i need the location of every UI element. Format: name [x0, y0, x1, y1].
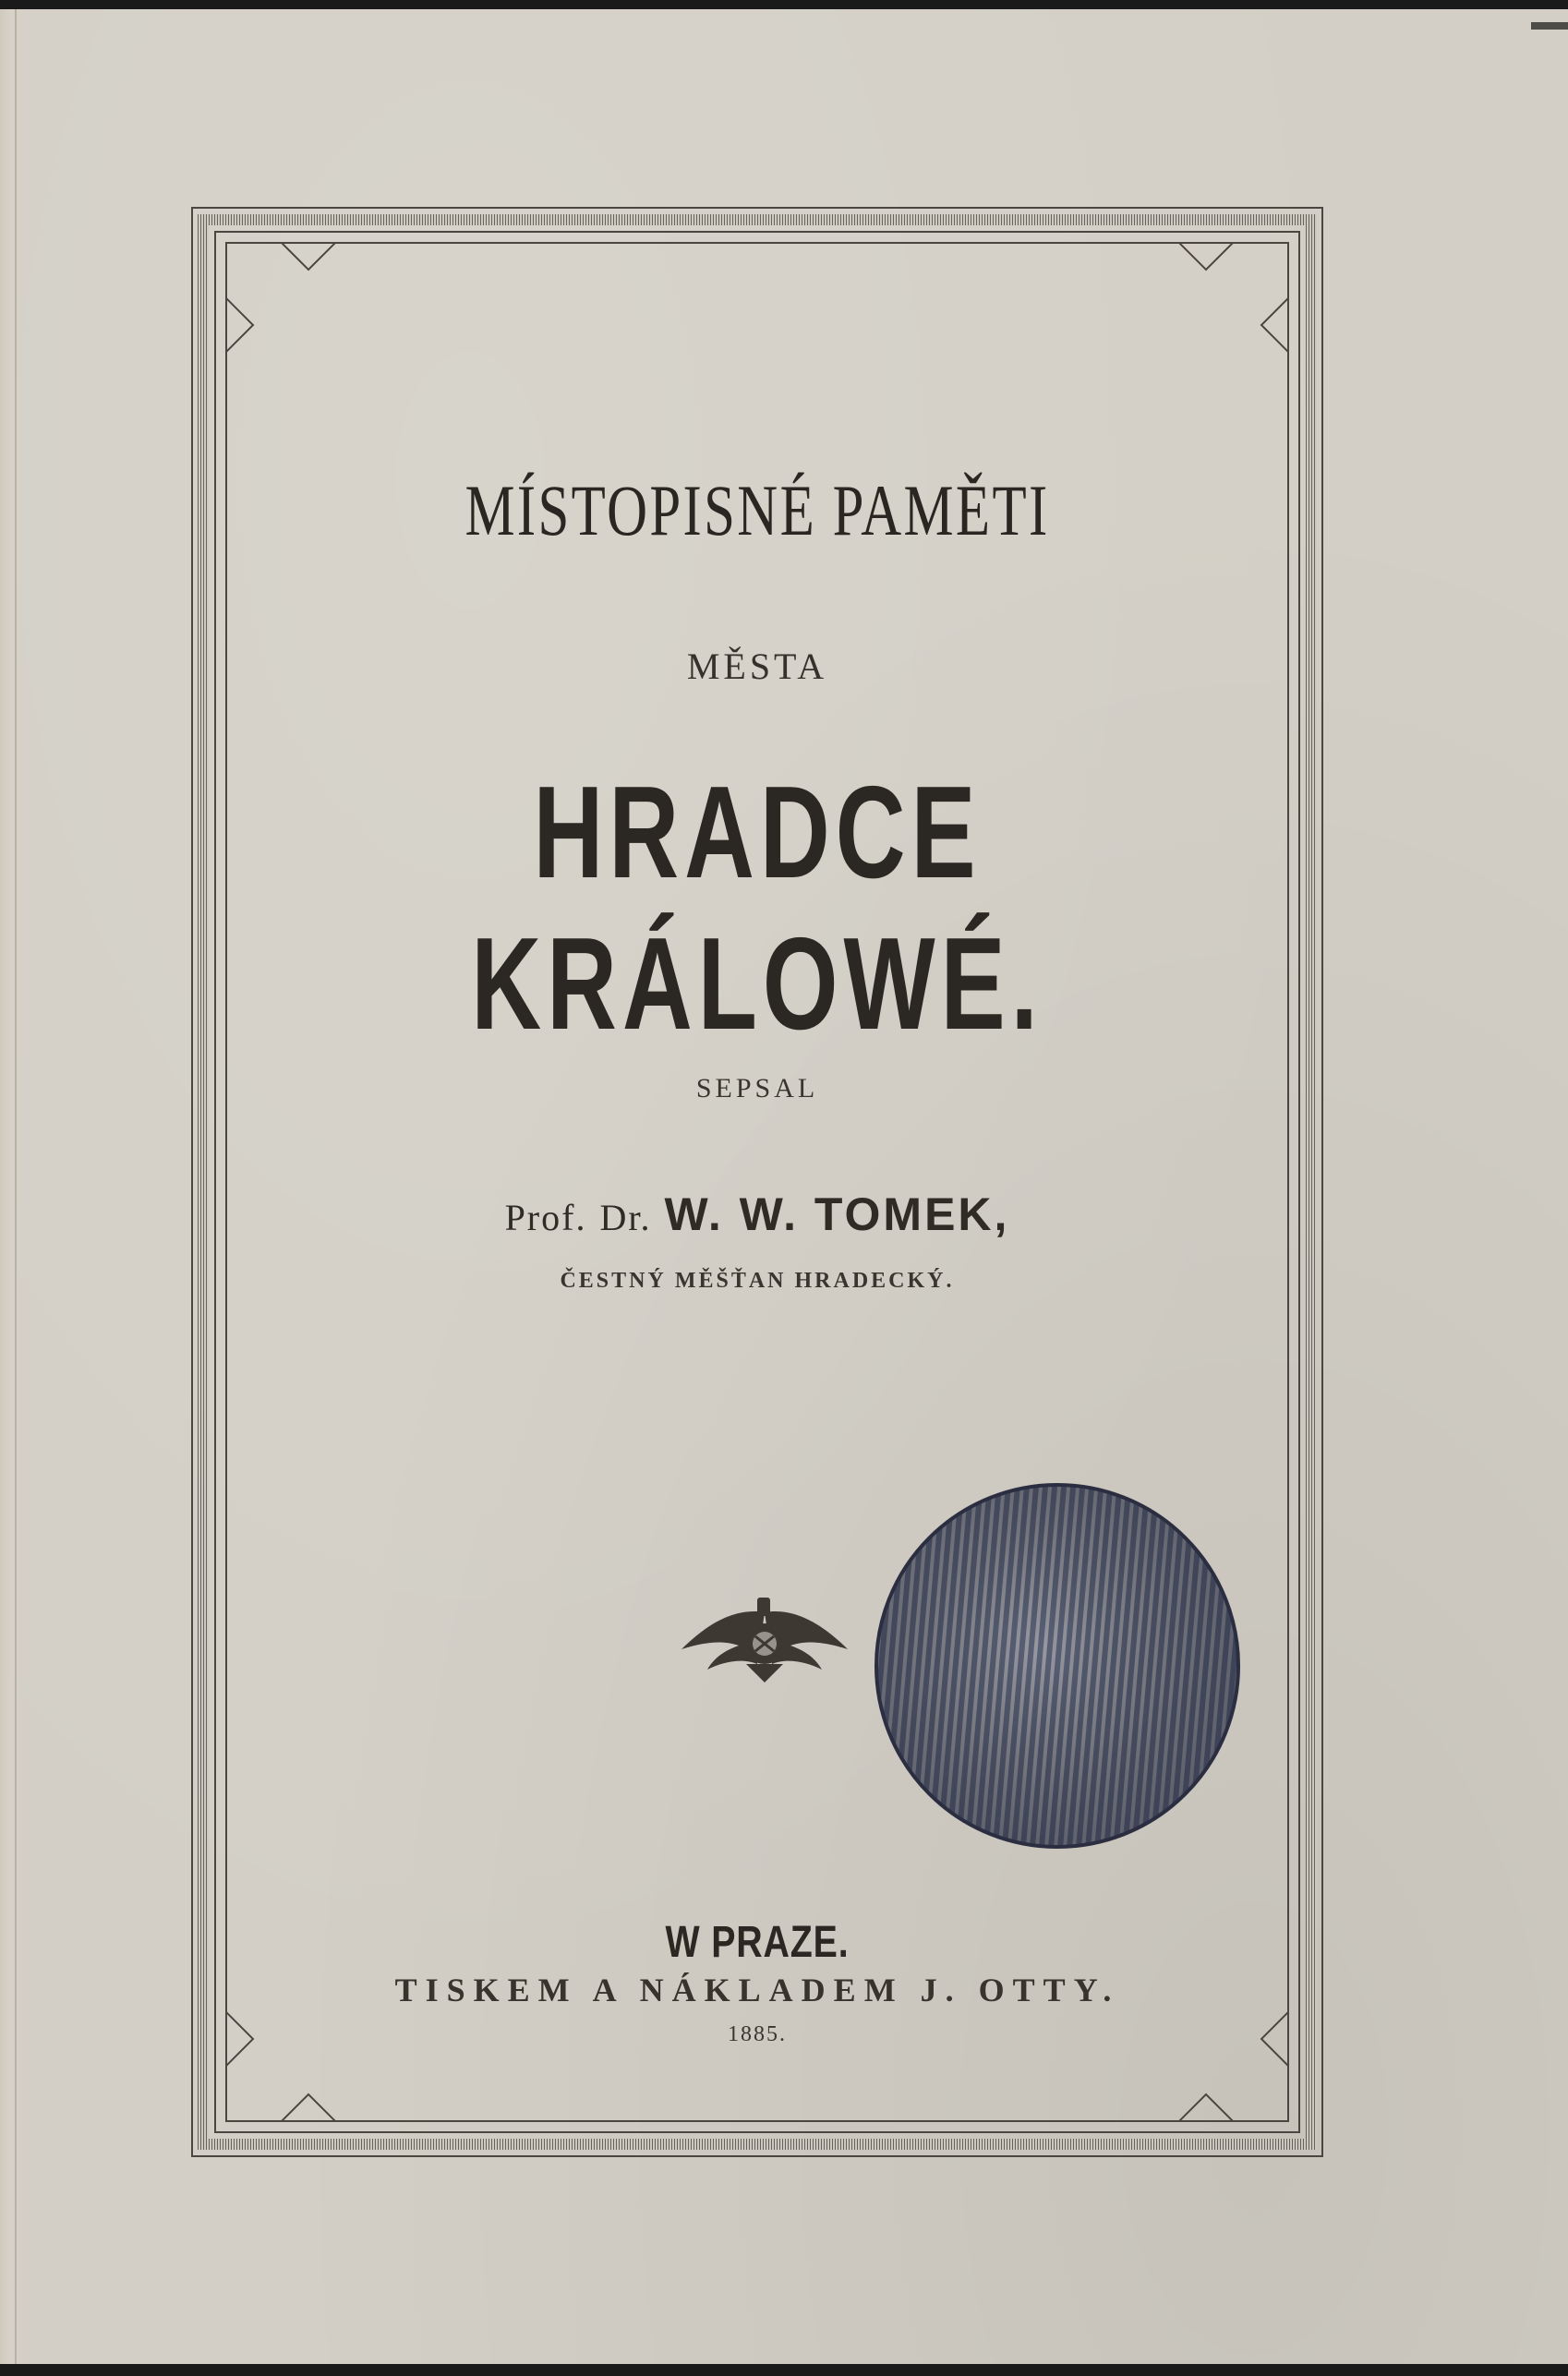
- imprint-year: 1885.: [728, 2022, 787, 2046]
- eagle-emblem-icon: [672, 1585, 857, 1686]
- author-prefix-dr: Dr.: [599, 1197, 652, 1238]
- spine-shadow: [0, 9, 24, 2364]
- library-stamp-icon: [873, 1479, 1242, 1852]
- title-page: [0, 9, 1568, 2364]
- spine-edge: [15, 9, 17, 2364]
- author-prefix-prof: Prof.: [504, 1197, 587, 1238]
- imprint-place: W PRAZE.: [665, 1918, 850, 1967]
- author-subtitle: ČESTNÝ MĚŠŤAN HRADECKÝ.: [560, 1269, 955, 1293]
- title-line-1: MÍSTOPISNÉ PAMĚTI: [464, 470, 1050, 550]
- corner-ornament-top-right: [1178, 242, 1289, 353]
- byline-label: SEPSAL: [695, 1073, 819, 1104]
- imprint-publisher: TISKEM A NÁKLADEM J. OTTY.: [394, 1972, 1120, 2008]
- author-name: W. W. TOMEK,: [664, 1188, 1010, 1240]
- corner-ornament-top-left: [225, 242, 336, 353]
- title-line-3: HRADCE KRÁLOWÉ.: [471, 759, 1043, 1057]
- title-line-2: MĚSTA: [686, 645, 828, 687]
- corner-mark: [1531, 22, 1568, 30]
- author-line: [225, 1188, 1289, 1242]
